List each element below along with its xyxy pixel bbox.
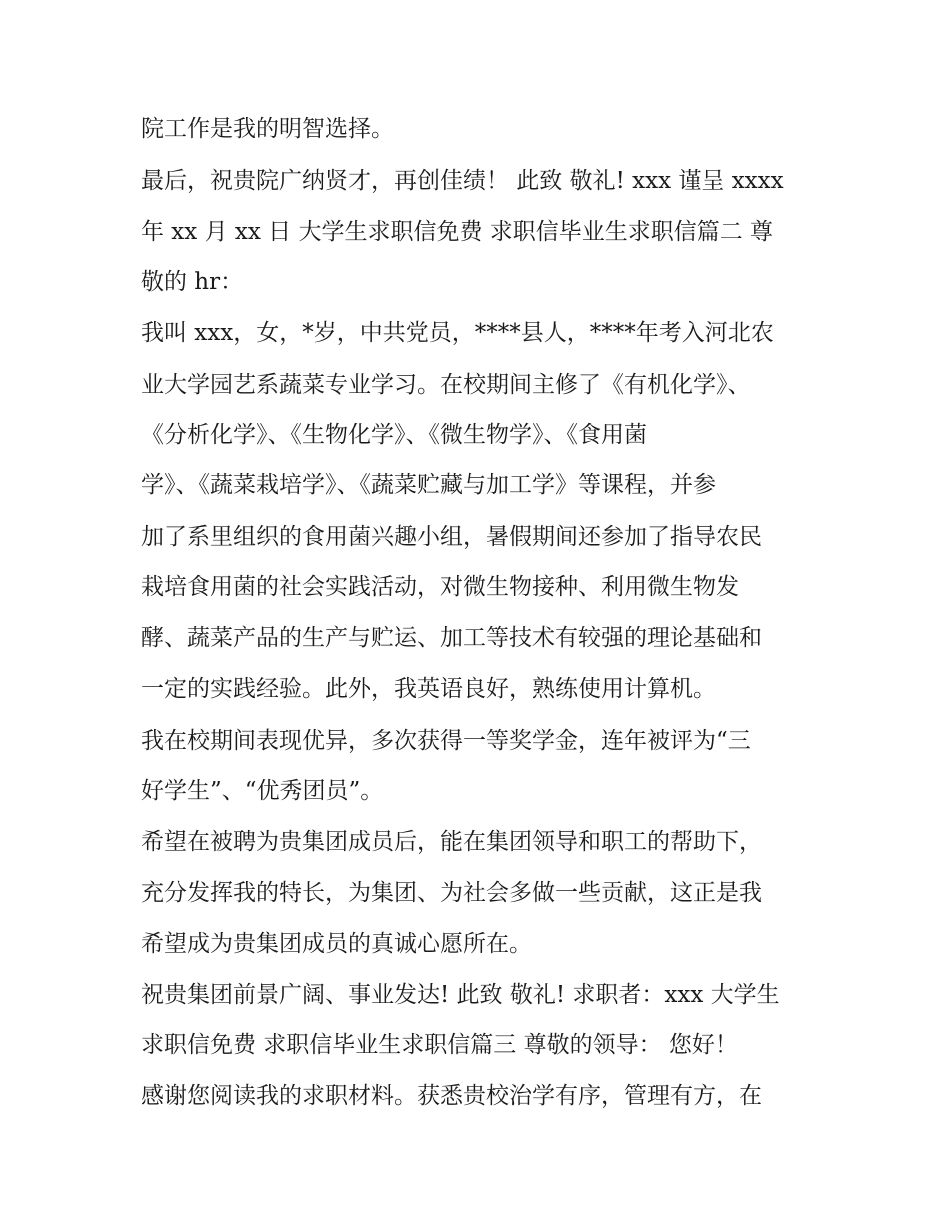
text-line: 敬的 hr： <box>141 269 244 295</box>
text-line: 院工作是我的明智选择。 <box>141 116 394 142</box>
text-line: 栽培食用菌的社会实践活动，对微生物接种、利用微生物发 <box>141 574 739 600</box>
text-line: 加了系里组织的食用菌兴趣小组，暑假期间还参加了指导农民 <box>141 524 762 550</box>
text-line: 《分析化学》、《生物化学》、《微生物学》、《食用菌 <box>141 422 647 448</box>
text-line: 年 xx 月 xx 日 大学生求职信免费 求职信毕业生求职信篇二 尊 <box>141 219 774 245</box>
text-line: 业大学园艺系蔬菜专业学习。在校期间主修了《有机化学》、 <box>141 372 751 398</box>
text-line: 求职信免费 求职信毕业生求职信篇三 尊敬的领导： 您好！ <box>141 1032 738 1058</box>
text-line: 一定的实践经验。此外，我英语良好，熟练使用计算机。 <box>141 676 716 702</box>
text-line: 我叫 xxx，女，*岁，中共党员，****县人，****年考入河北农 <box>141 320 774 346</box>
text-line: 最后，祝贵院广纳贤才，再创佳绩！ 此致 敬礼! xxx 谨呈 xxxx <box>141 168 784 194</box>
text-line: 感谢您阅读我的求职材料。获悉贵校治学有序，管理有方，在 <box>141 1083 762 1109</box>
text-line: 祝贵集团前景广阔、事业发达! 此致 敬礼! 求职者：xxx 大学生 <box>141 982 780 1008</box>
text-line: 好学生”、“优秀团员”。 <box>141 778 384 804</box>
text-line: 酵、蔬菜产品的生产与贮运、加工等技术有较强的理论基础和 <box>141 625 762 651</box>
text-line: 希望在被聘为贵集团成员后，能在集团领导和职工的帮助下， <box>141 829 762 855</box>
text-line: 我在校期间表现优异，多次获得一等奖学金，连年被评为“三 <box>141 728 751 754</box>
text-line: 希望成为贵集团成员的真诚心愿所在。 <box>141 931 532 957</box>
text-line: 学》、《蔬菜栽培学》、《蔬菜贮藏与加工学》等课程，并参 <box>141 472 716 498</box>
text-line: 充分发挥我的特长，为集团、为社会多做一些贡献，这正是我 <box>141 880 762 906</box>
